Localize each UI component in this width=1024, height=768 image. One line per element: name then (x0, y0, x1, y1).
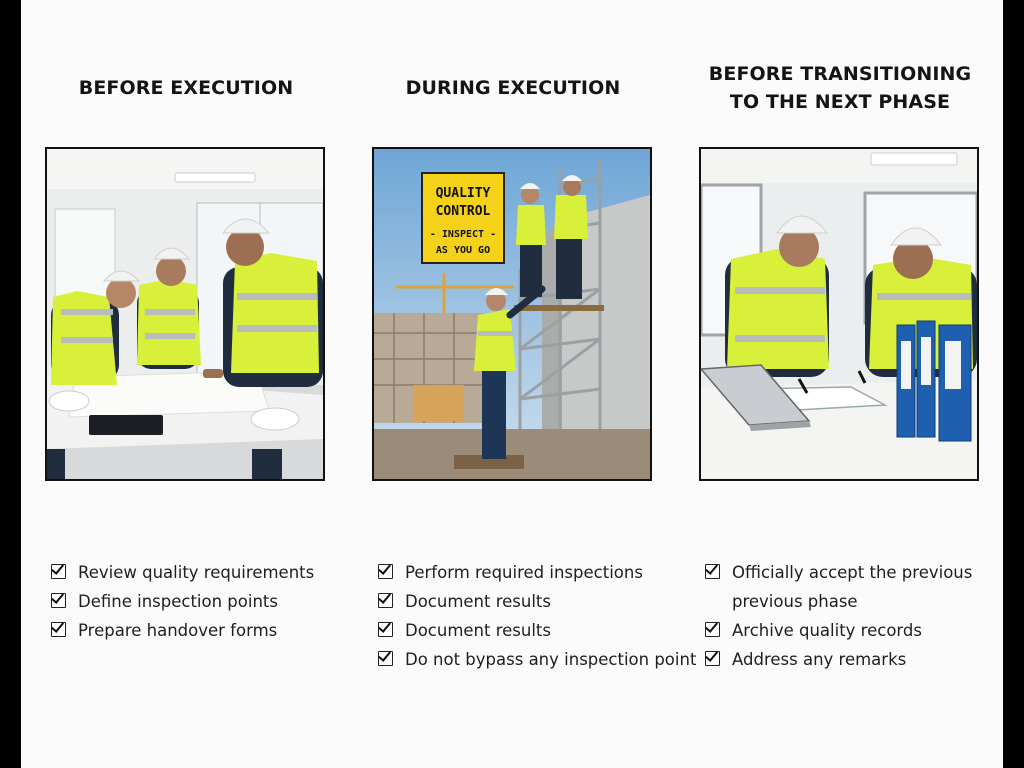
checklist-item-label: Do not bypass any inspection point (405, 650, 697, 669)
column-before-transitioning (699, 0, 981, 768)
checkbox-checked-icon (378, 622, 393, 637)
sign-text-line: AS YOU GO (435, 245, 491, 256)
checklist-item (705, 558, 972, 587)
checkbox-checked-icon (378, 593, 393, 608)
checkbox-checked-icon (705, 622, 720, 637)
checklist-item-label: Perform required inspections (405, 563, 643, 582)
slide (21, 0, 1003, 768)
heading-line: DURING EXECUTION (405, 77, 621, 99)
checklist-item-continuation (705, 587, 972, 616)
checklist-item (705, 645, 972, 674)
column-during-execution (372, 0, 697, 768)
checklist-item-label: Define inspection points (78, 592, 278, 611)
column-heading (45, 58, 327, 118)
heading-line: BEFORE EXECUTION (78, 77, 294, 99)
sign-text-line: - INSPECT - (429, 229, 497, 240)
checklist-item (378, 558, 696, 587)
records-signoff-illustration (701, 149, 977, 479)
checklist-item (705, 616, 972, 645)
checkbox-checked-icon (51, 564, 66, 579)
checkbox-checked-icon (378, 651, 393, 666)
checklist-item (378, 645, 696, 674)
checklist-item-label: Address any remarks (732, 650, 907, 669)
checklist-item-label: Document results (405, 592, 552, 611)
checklist-item-label: Archive quality records (732, 621, 922, 640)
photo-records-signoff (699, 147, 979, 481)
column-heading (699, 58, 981, 118)
checkbox-checked-icon (51, 593, 66, 608)
checklist-item-label: Review quality requirements (78, 563, 315, 582)
checkbox-checked-icon (51, 622, 66, 637)
photo-planning-meeting (45, 147, 325, 481)
sign-text-line: QUALITY (435, 186, 491, 201)
heading-line: BEFORE TRANSITIONING (708, 63, 972, 85)
column-before-execution (45, 0, 327, 768)
checklist-item-label: previous phase (732, 592, 858, 611)
checklist-item (378, 587, 696, 616)
scaffold-inspection-illustration (374, 149, 650, 479)
checklist-item-label: Prepare handover forms (78, 621, 278, 640)
checkbox-checked-icon (378, 564, 393, 579)
checklist-item (51, 587, 314, 616)
planning-meeting-illustration (47, 149, 323, 479)
column-heading (372, 58, 654, 118)
checklist (705, 558, 972, 674)
photo-scaffold-inspection (372, 147, 652, 481)
sign-text-line: CONTROL (435, 204, 491, 219)
checklist-item (51, 616, 314, 645)
checklist (378, 558, 696, 674)
checkbox-checked-icon (705, 651, 720, 666)
heading-line: TO THE NEXT PHASE (729, 91, 951, 113)
checklist-item-label: Officially accept the previous (732, 563, 973, 582)
checklist-item (51, 558, 314, 587)
checkbox-checked-icon (705, 564, 720, 579)
checklist (51, 558, 314, 645)
checklist-item (378, 616, 696, 645)
checklist-item-label: Document results (405, 621, 552, 640)
